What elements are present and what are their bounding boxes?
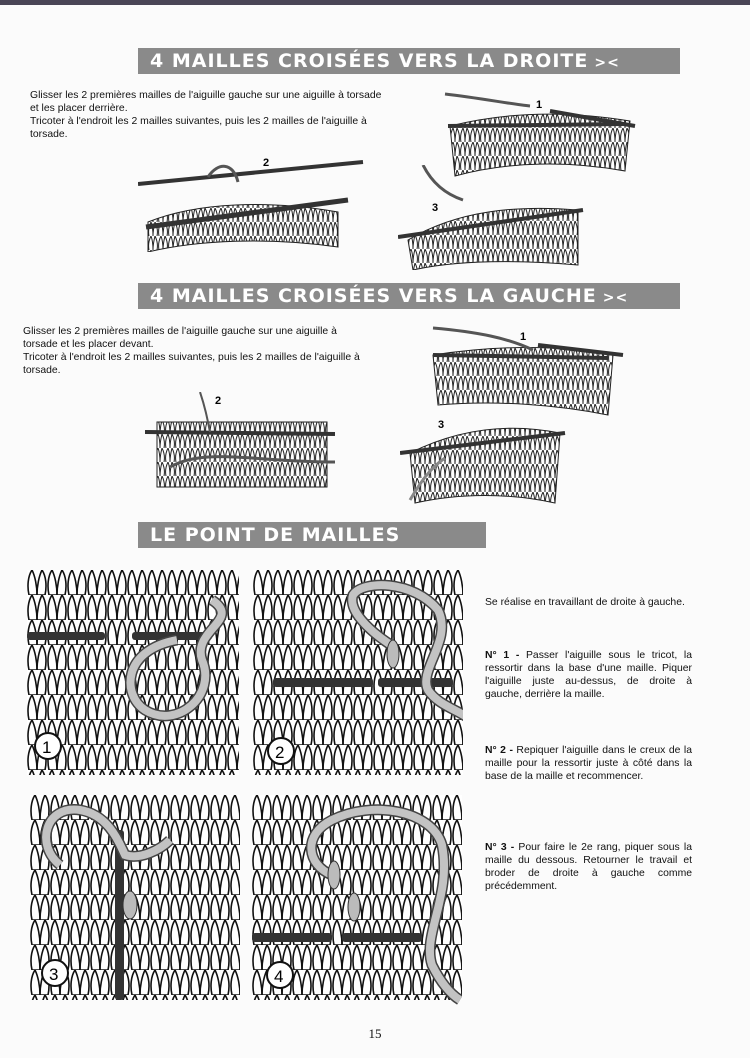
knitting-illustration-step-2 xyxy=(138,152,368,252)
step-number: N° 3 - xyxy=(485,842,515,853)
knitting-illustration-step-1 xyxy=(428,320,628,420)
cable-cross-icon: >< xyxy=(602,290,629,306)
instruction-paragraph: Tricoter à l'endroit les 2 mailles suivantes, puis les 2 mailles de l'aiguille à torsade. xyxy=(30,116,367,140)
step-label: 3 xyxy=(432,202,439,214)
knitting-illustration-step-3 xyxy=(400,408,570,508)
panel-number: 2 xyxy=(275,743,285,762)
section-title-cable-left xyxy=(138,283,680,309)
section-title-cable-right xyxy=(138,48,680,74)
top-border xyxy=(0,0,750,5)
cable-cross-icon: >< xyxy=(594,55,620,71)
panel-number: 3 xyxy=(49,965,59,984)
step-label: 2 xyxy=(263,157,270,169)
step-text: Repiquer l'aiguille dans le creux de la maille pour la ressortir juste à côté dans la base de la maille et recommencer. xyxy=(485,745,692,782)
step-label: 3 xyxy=(438,419,445,431)
stitch-panel-3 xyxy=(30,795,240,1000)
page-number: 15 xyxy=(368,1026,382,1041)
instruction-paragraph: Glisser les 2 premières mailles de l'aiguille gauche sur une aiguille à torsade et les placer devant. xyxy=(23,326,337,350)
instruction-paragraph: Glisser les 2 premières mailles de l'aiguille gauche sur une aiguille à torsade et les placer derrière. xyxy=(30,90,382,114)
stitch-intro-text: Se réalise en travaillant de droite à gauche. xyxy=(485,597,685,608)
stitch-panel-1 xyxy=(27,570,239,775)
section-title-text: 4 MAILLES CROISÉES VERS LA GAUCHE xyxy=(150,285,597,307)
stitch-panel-2 xyxy=(253,570,463,775)
instructions-cable-left xyxy=(23,325,373,377)
step-text: Passer l'aiguille sous le tricot, la ressortir dans la base d'une maille. Piquer l'aiguille juste au-dessus, de droite à gauche, derrière la maille. xyxy=(485,650,692,700)
step-text: Pour faire le 2e rang, piquer sous la maille du dessous. Retourner le travail et broder de droite à gauche comme précédemment. xyxy=(485,842,692,892)
knitting-illustration-step-3 xyxy=(398,165,588,270)
stitch-step-3 xyxy=(485,841,692,893)
step-label: 2 xyxy=(215,395,222,407)
instruction-paragraph: Tricoter à l'endroit les 2 mailles suivantes, puis les 2 mailles de l'aiguille à torsade. xyxy=(23,352,360,376)
panel-number: 1 xyxy=(42,738,52,757)
section-title-duplicate-stitch xyxy=(138,522,486,548)
panel-number: 4 xyxy=(274,967,284,986)
stitch-step-2 xyxy=(485,744,692,783)
section-title-text: 4 MAILLES CROISÉES VERS LA DROITE xyxy=(150,50,589,72)
step-number: N° 2 - xyxy=(485,745,513,756)
stitch-intro xyxy=(485,596,692,609)
step-label: 1 xyxy=(520,331,527,343)
stitch-step-1 xyxy=(485,649,692,701)
stitch-panel-4 xyxy=(252,795,462,1005)
knitting-illustration-step-2 xyxy=(145,392,340,492)
instructions-cable-right xyxy=(30,89,390,141)
step-number: N° 1 - xyxy=(485,650,520,661)
section-title-text: LE POINT DE MAILLES xyxy=(150,524,401,546)
step-label: 1 xyxy=(536,99,543,111)
